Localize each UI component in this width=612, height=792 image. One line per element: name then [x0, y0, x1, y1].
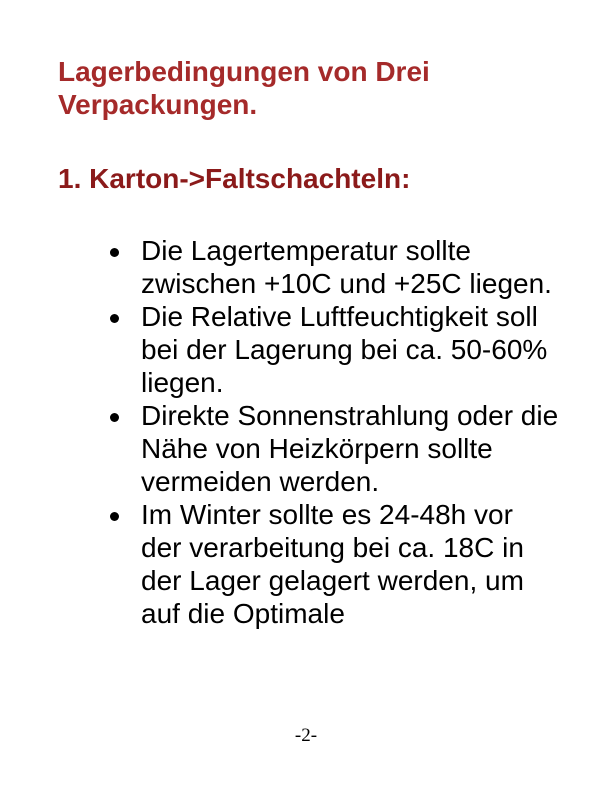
list-item-text: Direkte Sonnenstrahlung oder die Nähe von Heizkörpern sollte vermeiden werden. — [141, 400, 559, 497]
bullet-icon — [110, 512, 119, 521]
list-item — [0, 399, 561, 498]
bullet-list — [0, 234, 612, 630]
section-heading: 1. Karton->Faltschachteln: — [58, 163, 411, 194]
page-number: -2- — [294, 725, 318, 746]
list-item — [0, 300, 561, 399]
list-item-text: Die Relative Luftfeuchtigkeit soll bei der Lagerung bei ca. 50-60% liegen. — [141, 301, 548, 398]
bullet-icon — [110, 248, 119, 257]
page-title: Lagerbedingungen von Drei Verpackungen. — [58, 56, 430, 120]
list-item-text: Die Lagertemperatur sollte zwischen +10C und +25C liegen. — [141, 235, 552, 299]
bullet-icon — [110, 413, 119, 422]
list-item — [0, 498, 561, 630]
bullet-icon — [110, 314, 119, 323]
list-item — [0, 234, 561, 300]
list-item-text: Im Winter sollte es 24-48h vor der verarbeitung bei ca. 18C in der Lager gelagert werden, um auf die Optimale — [141, 499, 524, 629]
